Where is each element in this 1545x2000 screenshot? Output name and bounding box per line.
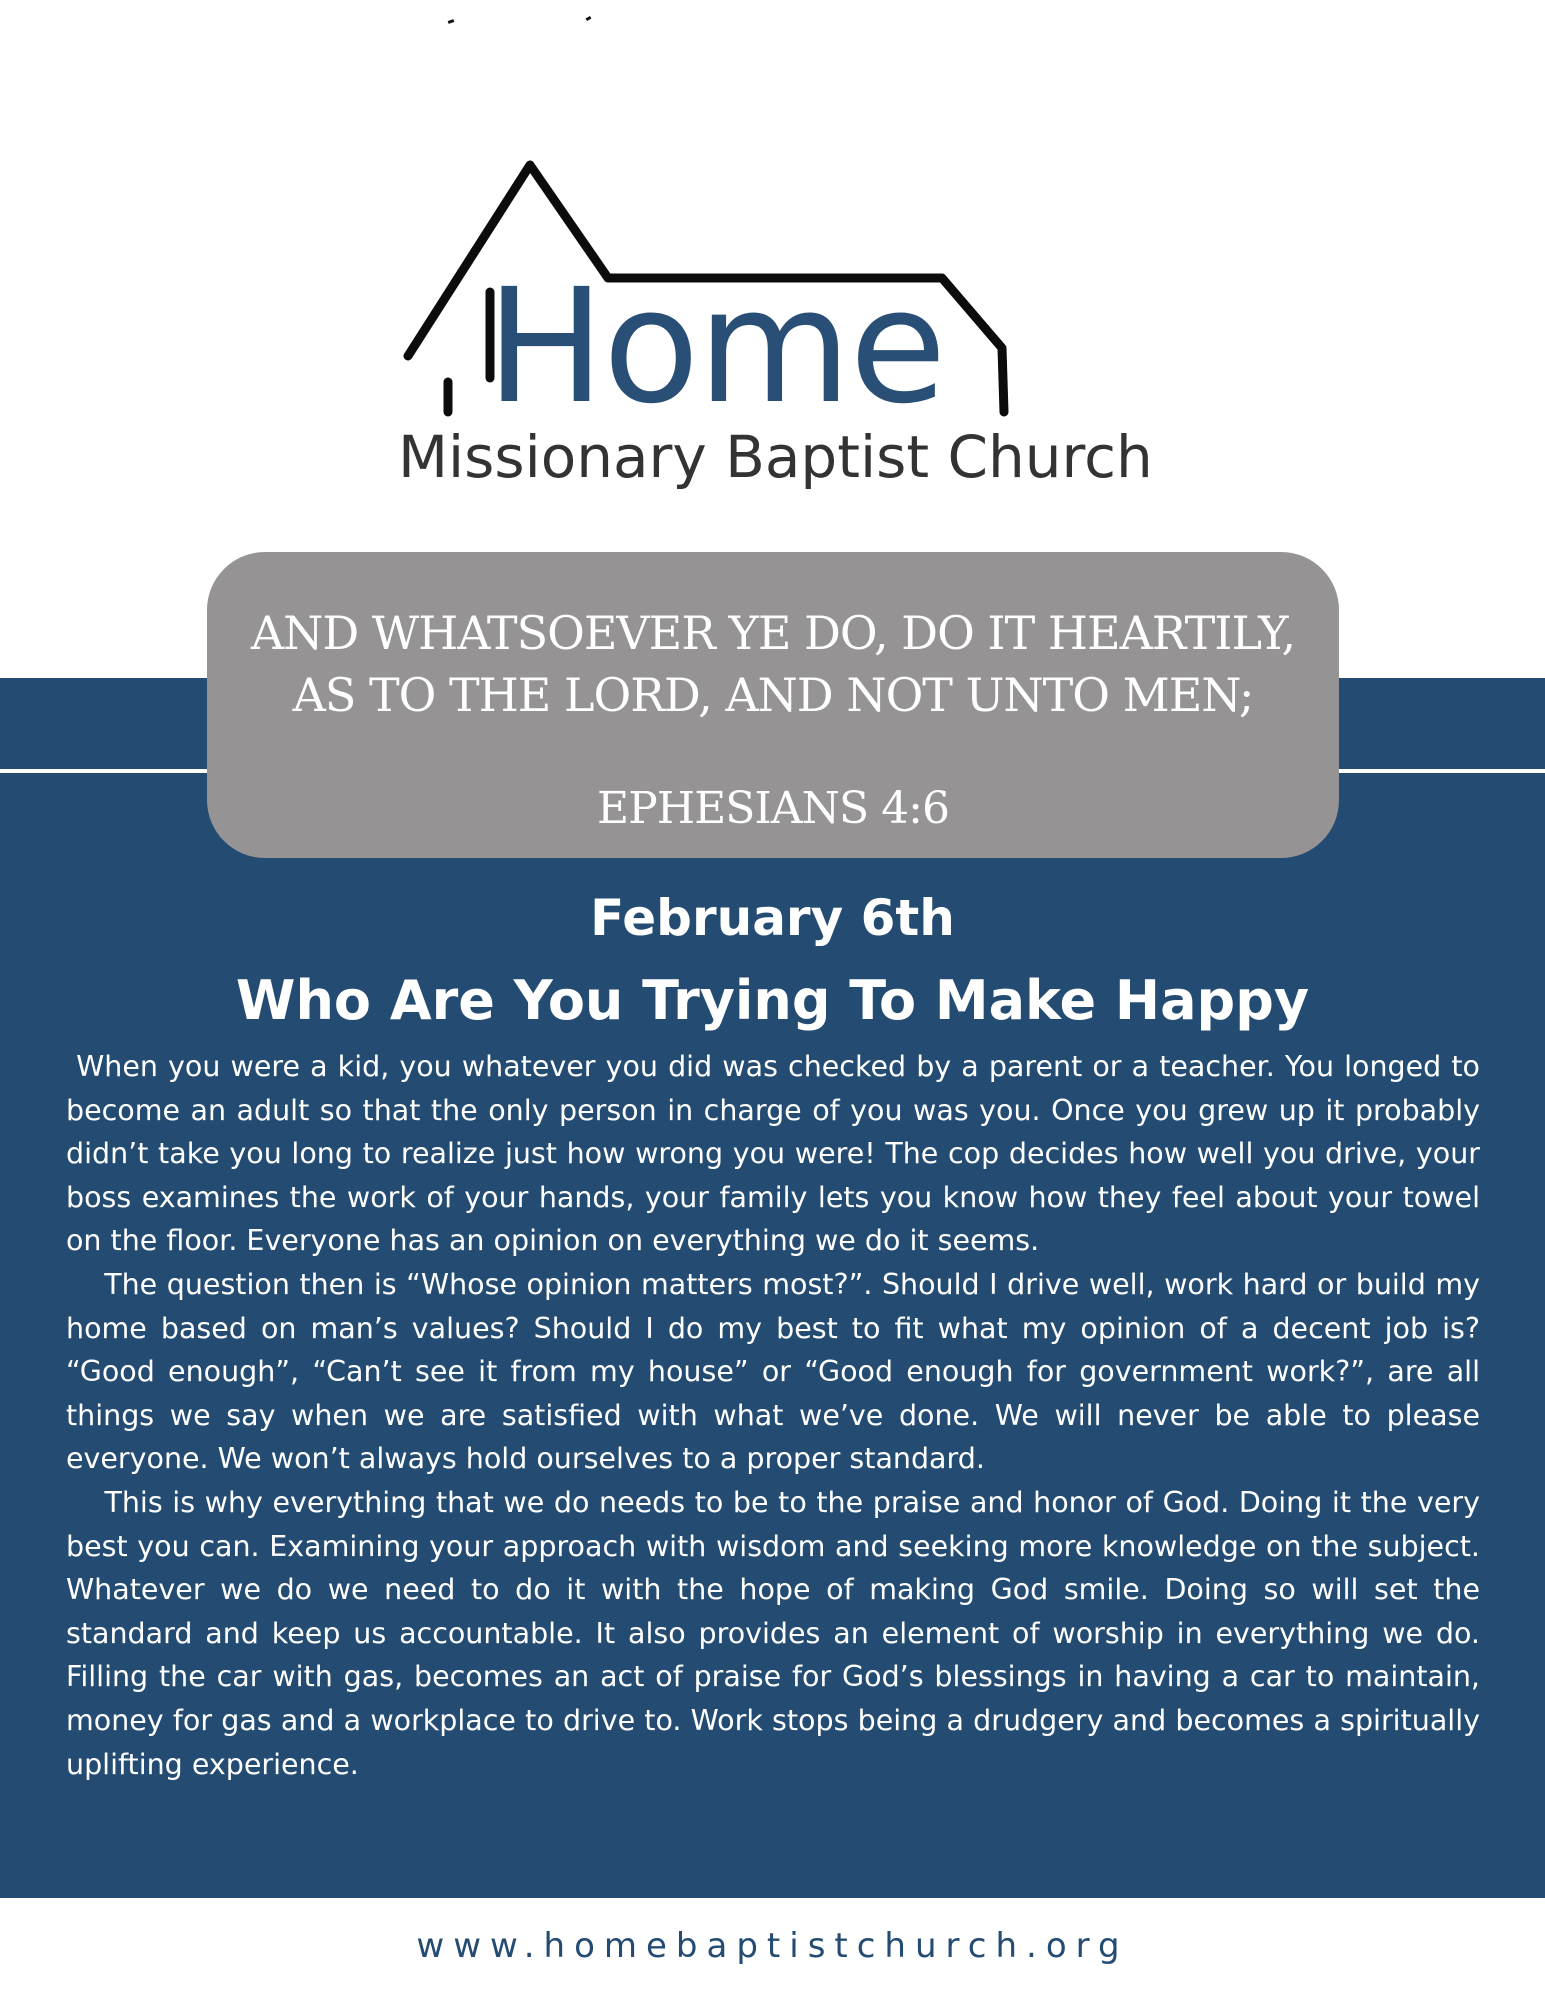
logo-wordmark: Home — [486, 255, 945, 439]
devotional-date: February 6th — [590, 889, 955, 947]
scripture-box — [207, 552, 1339, 858]
devotional-title: Who Are You Trying To Make Happy — [235, 969, 1310, 1032]
top-edge-marks — [448, 14, 598, 26]
website-link[interactable]: www.homebaptistchurch.org — [416, 1926, 1129, 1966]
scripture-line: AS TO THE LORD, AND NOT UNTO MEN; — [292, 668, 1254, 722]
logo-subtitle: Missionary Baptist Church — [398, 423, 1153, 491]
body-paragraph: The question then is “Whose opinion matters most?”. Should I drive well, work hard or build my home based on man’s values? Should I do my best to fit what my opinion of a decent job is? “Good enough”, “Can’t see it from my house” or “Good enough for government work?”, are all things we say when we are satisfied with what we’ve done. We will never be able to please everyone. We won’t always hold ourselves to a proper standard. — [66, 1267, 1480, 1476]
devotional-body — [66, 1045, 1480, 1786]
body-paragraph: When you were a kid, you whatever you did was checked by a parent or a teacher. You longed to become an adult so that the only person in charge of you was you. Once you grew up it probably didn’t take you long to realize just how wrong you were! The cop decides how well you drive, your boss examines the work of your hands, your family lets you know how they feel about your towel on the floor. Everyone has an opinion on everything we do it seems. — [66, 1050, 1480, 1258]
scripture-text — [227, 602, 1319, 726]
scripture-reference: EPHESIANS 4:6 — [597, 783, 949, 834]
body-paragraph: This is why everything that we do needs to be to the praise and honor of God. Doing it the very best you can. Examining your approach with wisdom and seeking more knowledge on the subject. Whatever we do we need to do it with the hope of making God smile. Doing so will set the standard and keep us accountable. It also provides an element of worship in everything we do. Filling the car with gas, becomes an act of praise for God’s blessings in having a car to maintain, money for gas and a workplace to drive to. Work stops being a drudgery and becomes a spiritually uplifting experience. — [66, 1485, 1480, 1781]
scripture-line: AND WHATSOEVER YE DO, DO IT HEARTILY, — [250, 606, 1296, 660]
church-logo — [390, 150, 1210, 530]
